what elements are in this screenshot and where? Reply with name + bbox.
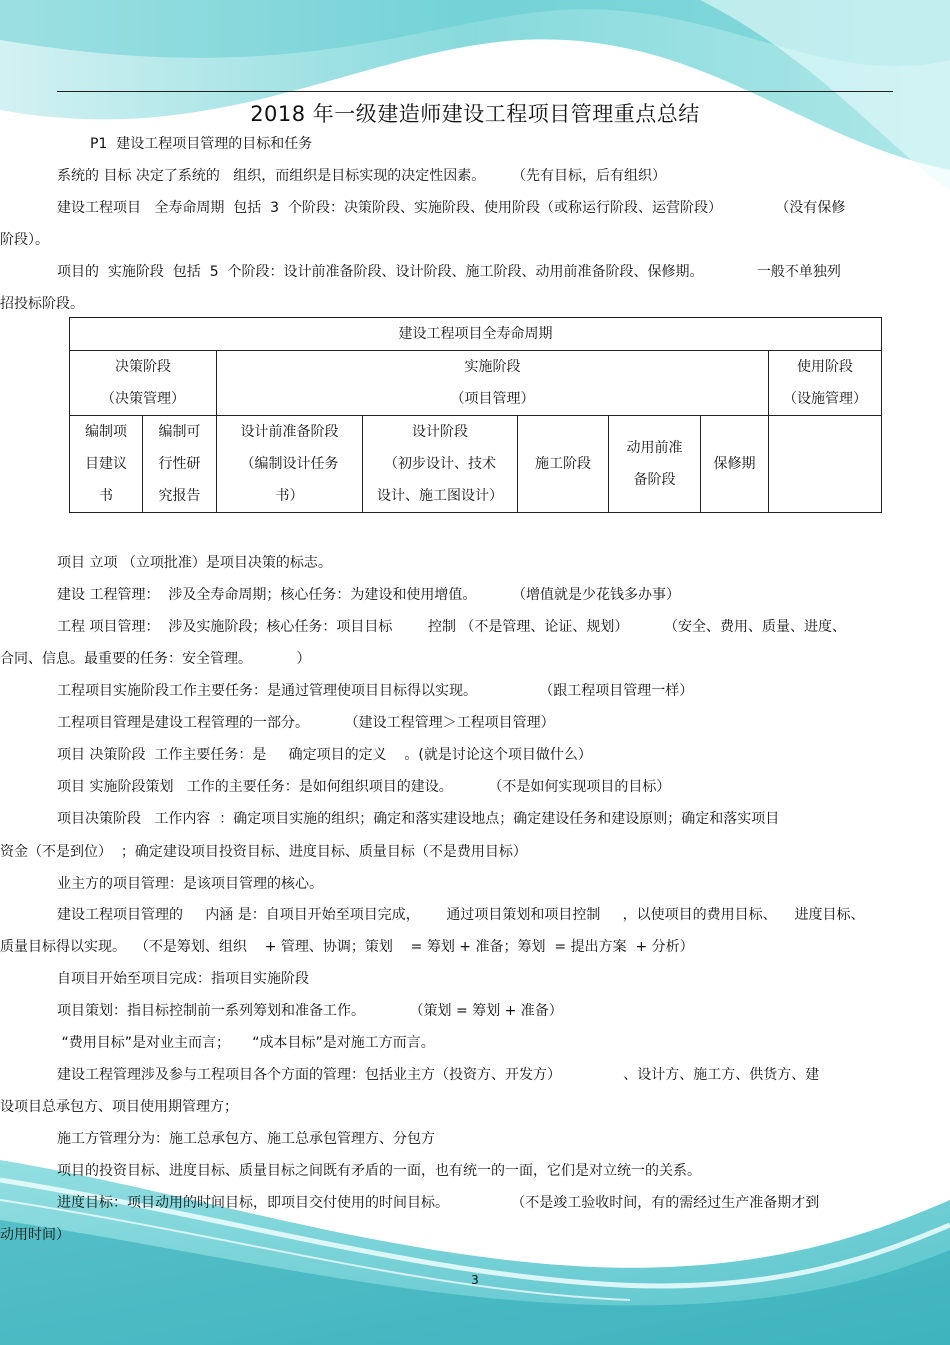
table-cell (70, 416, 143, 513)
cell-line: 保修期 (713, 456, 756, 472)
paragraph-line: 招投标阶段。 (0, 296, 84, 312)
cell-line: （初步设计、技术 (384, 456, 496, 472)
paragraph-line: 阶段）。 (0, 232, 49, 248)
lifecycle-table (69, 317, 882, 513)
paragraph-line: 合同、信息。最重要的任务：安全管理。 ） (0, 651, 311, 667)
cell-line: 编制可 (158, 424, 201, 440)
phase-label: 实施阶段 (464, 359, 521, 375)
phase-label: 使用阶段 (797, 359, 853, 375)
table-cell (609, 416, 701, 513)
paragraph-line: 建设 工程管理： 涉及全寿命周期；核心任务：为建设和使用增值。 （增值就是少花钱多办事） (57, 587, 680, 603)
cell-line: 目建议 (85, 456, 127, 472)
cell-line: （编制设计任务 (240, 456, 339, 472)
paragraph-line: 进度目标：项目动用的时间目标，即项目交付使用的时间目标。 （不是竣工验收时间，有的需经过生产准备期才到 (57, 1195, 820, 1211)
paragraph-line: 设项目总承包方、项目使用期管理方； (0, 1099, 238, 1115)
paragraph-line: 建设工程项目 全寿命周期 包括 3 个阶段：决策阶段、实施阶段、使用阶段（或称运行阶段、运营阶段） （没有保修 (57, 200, 846, 216)
section-heading: P1 建设工程项目管理的目标和任务 (90, 136, 313, 152)
paragraph-line: 质量目标得以实现。 （不是筹划、组织 + 管理、协调；策划 = 筹划 + 准备；筹划 = 提出方案 + 分析） (0, 939, 694, 955)
phase-sub: （项目管理） (450, 391, 535, 407)
paragraph-line: 自项目开始至项目完成：指项目实施阶段 (57, 971, 309, 987)
paragraph-line: 项目 决策阶段 工作主要任务：是 确定项目的定义 。(就是讨论这个项目做什么） (57, 747, 592, 763)
cell-line: 设计阶段 (412, 424, 468, 440)
cell-line: 施工阶段 (535, 456, 591, 472)
paragraph-line: 工程项目管理是建设工程管理的一部分。 （建设工程管理＞工程项目管理） (57, 715, 555, 731)
cell-line: 动用前准 (626, 440, 683, 456)
cell-line: 编制项 (85, 424, 127, 440)
phase-decision (70, 351, 217, 416)
phase-label: 决策阶段 (115, 359, 171, 375)
cell-line: 设计、施工图设计） (377, 488, 503, 504)
table-cell-empty (769, 416, 882, 513)
paragraph-line: 项目策划：指目标控制前一系列筹划和准备工作。 （策划 = 筹划 + 准备） (57, 1003, 563, 1019)
cell-line: 书） (275, 488, 304, 504)
paragraph-line: 施工方管理分为：施工总承包方、施工总承包管理方、分包方 (57, 1131, 435, 1147)
cell-line: 备阶段 (633, 472, 676, 488)
paragraph-line: 项目的投资目标、进度目标、质量目标之间既有矛盾的一面，也有统一的一面，它们是对立统一的关系。 (57, 1163, 701, 1179)
paragraph-line: 工程项目实施阶段工作主要任务：是通过管理使项目目标得以实现。 （跟工程项目管理一样） (57, 683, 694, 699)
cell-line: 究报告 (158, 488, 201, 504)
phase-sub: （决策管理） (101, 391, 185, 407)
paragraph-line: 工程 项目管理： 涉及实施阶段；核心任务：项目目标 控制 （不是管理、论证、规划） （安全、费用、质量、进度、 (57, 619, 847, 635)
document-title: 2018 年一级建造师建设工程项目管理重点总结 (250, 102, 700, 126)
paragraph-line: 动用时间） (0, 1227, 70, 1243)
paragraph-line: 系统的 目标 决定了系统的 组织，而组织是目标实现的决定性因素。 （先有目标，后有组织） (57, 168, 666, 184)
paragraph-line: 建设工程项目管理的 内涵 是：自项目开始至项目完成， 通过项目策划和项目控制 ，以使项目的费用目标、 进度目标、 (57, 907, 865, 923)
paragraph-line: 业主方的项目管理：是该项目管理的核心。 (57, 876, 323, 892)
paragraph-line: 项目决策阶段 工作内容 ：确定项目实施的组织；确定和落实建设地点；确定建设任务和建设原则；确定和落实项目 (57, 811, 780, 827)
cell-line: 书 (99, 488, 113, 504)
table-caption: 建设工程项目全寿命周期 (70, 318, 882, 351)
header-rule (57, 91, 893, 92)
table-cell (363, 416, 518, 513)
table-cell (701, 416, 769, 513)
table-cell (143, 416, 217, 513)
phase-use (769, 351, 882, 416)
phase-sub: （设施管理） (783, 391, 867, 407)
cell-line: 行性研 (158, 456, 201, 472)
paragraph-line: 项目 实施阶段策划 工作的主要任务：是如何组织项目的建设。 （不是如何实现项目的目标） (57, 779, 671, 795)
paragraph-line: “费用目标”是对业主而言； “成本目标”是对施工方而言。 (57, 1035, 435, 1051)
page-number: 3 (471, 1273, 479, 1287)
phase-implementation (217, 351, 769, 416)
cell-line: 设计前准备阶段 (240, 424, 339, 440)
table-cell (518, 416, 609, 513)
table-cell (217, 416, 363, 513)
paragraph-line: 项目的 实施阶段 包括 5 个阶段：设计前准备阶段、设计阶段、施工阶段、动用前准备阶段、保修期。 一般不单独列 (57, 264, 841, 280)
paragraph-line: 建设工程管理涉及参与工程项目各个方面的管理：包括业主方（投资方、开发方） 、设计方、施工方、供货方、建 (57, 1067, 820, 1083)
paragraph-line: 资金（不是到位） ；确定建设项目投资目标、进度目标、质量目标（不是费用目标） (0, 844, 527, 860)
paragraph-line: 项目 立项 （立项批准）是项目决策的标志。 (57, 555, 332, 571)
